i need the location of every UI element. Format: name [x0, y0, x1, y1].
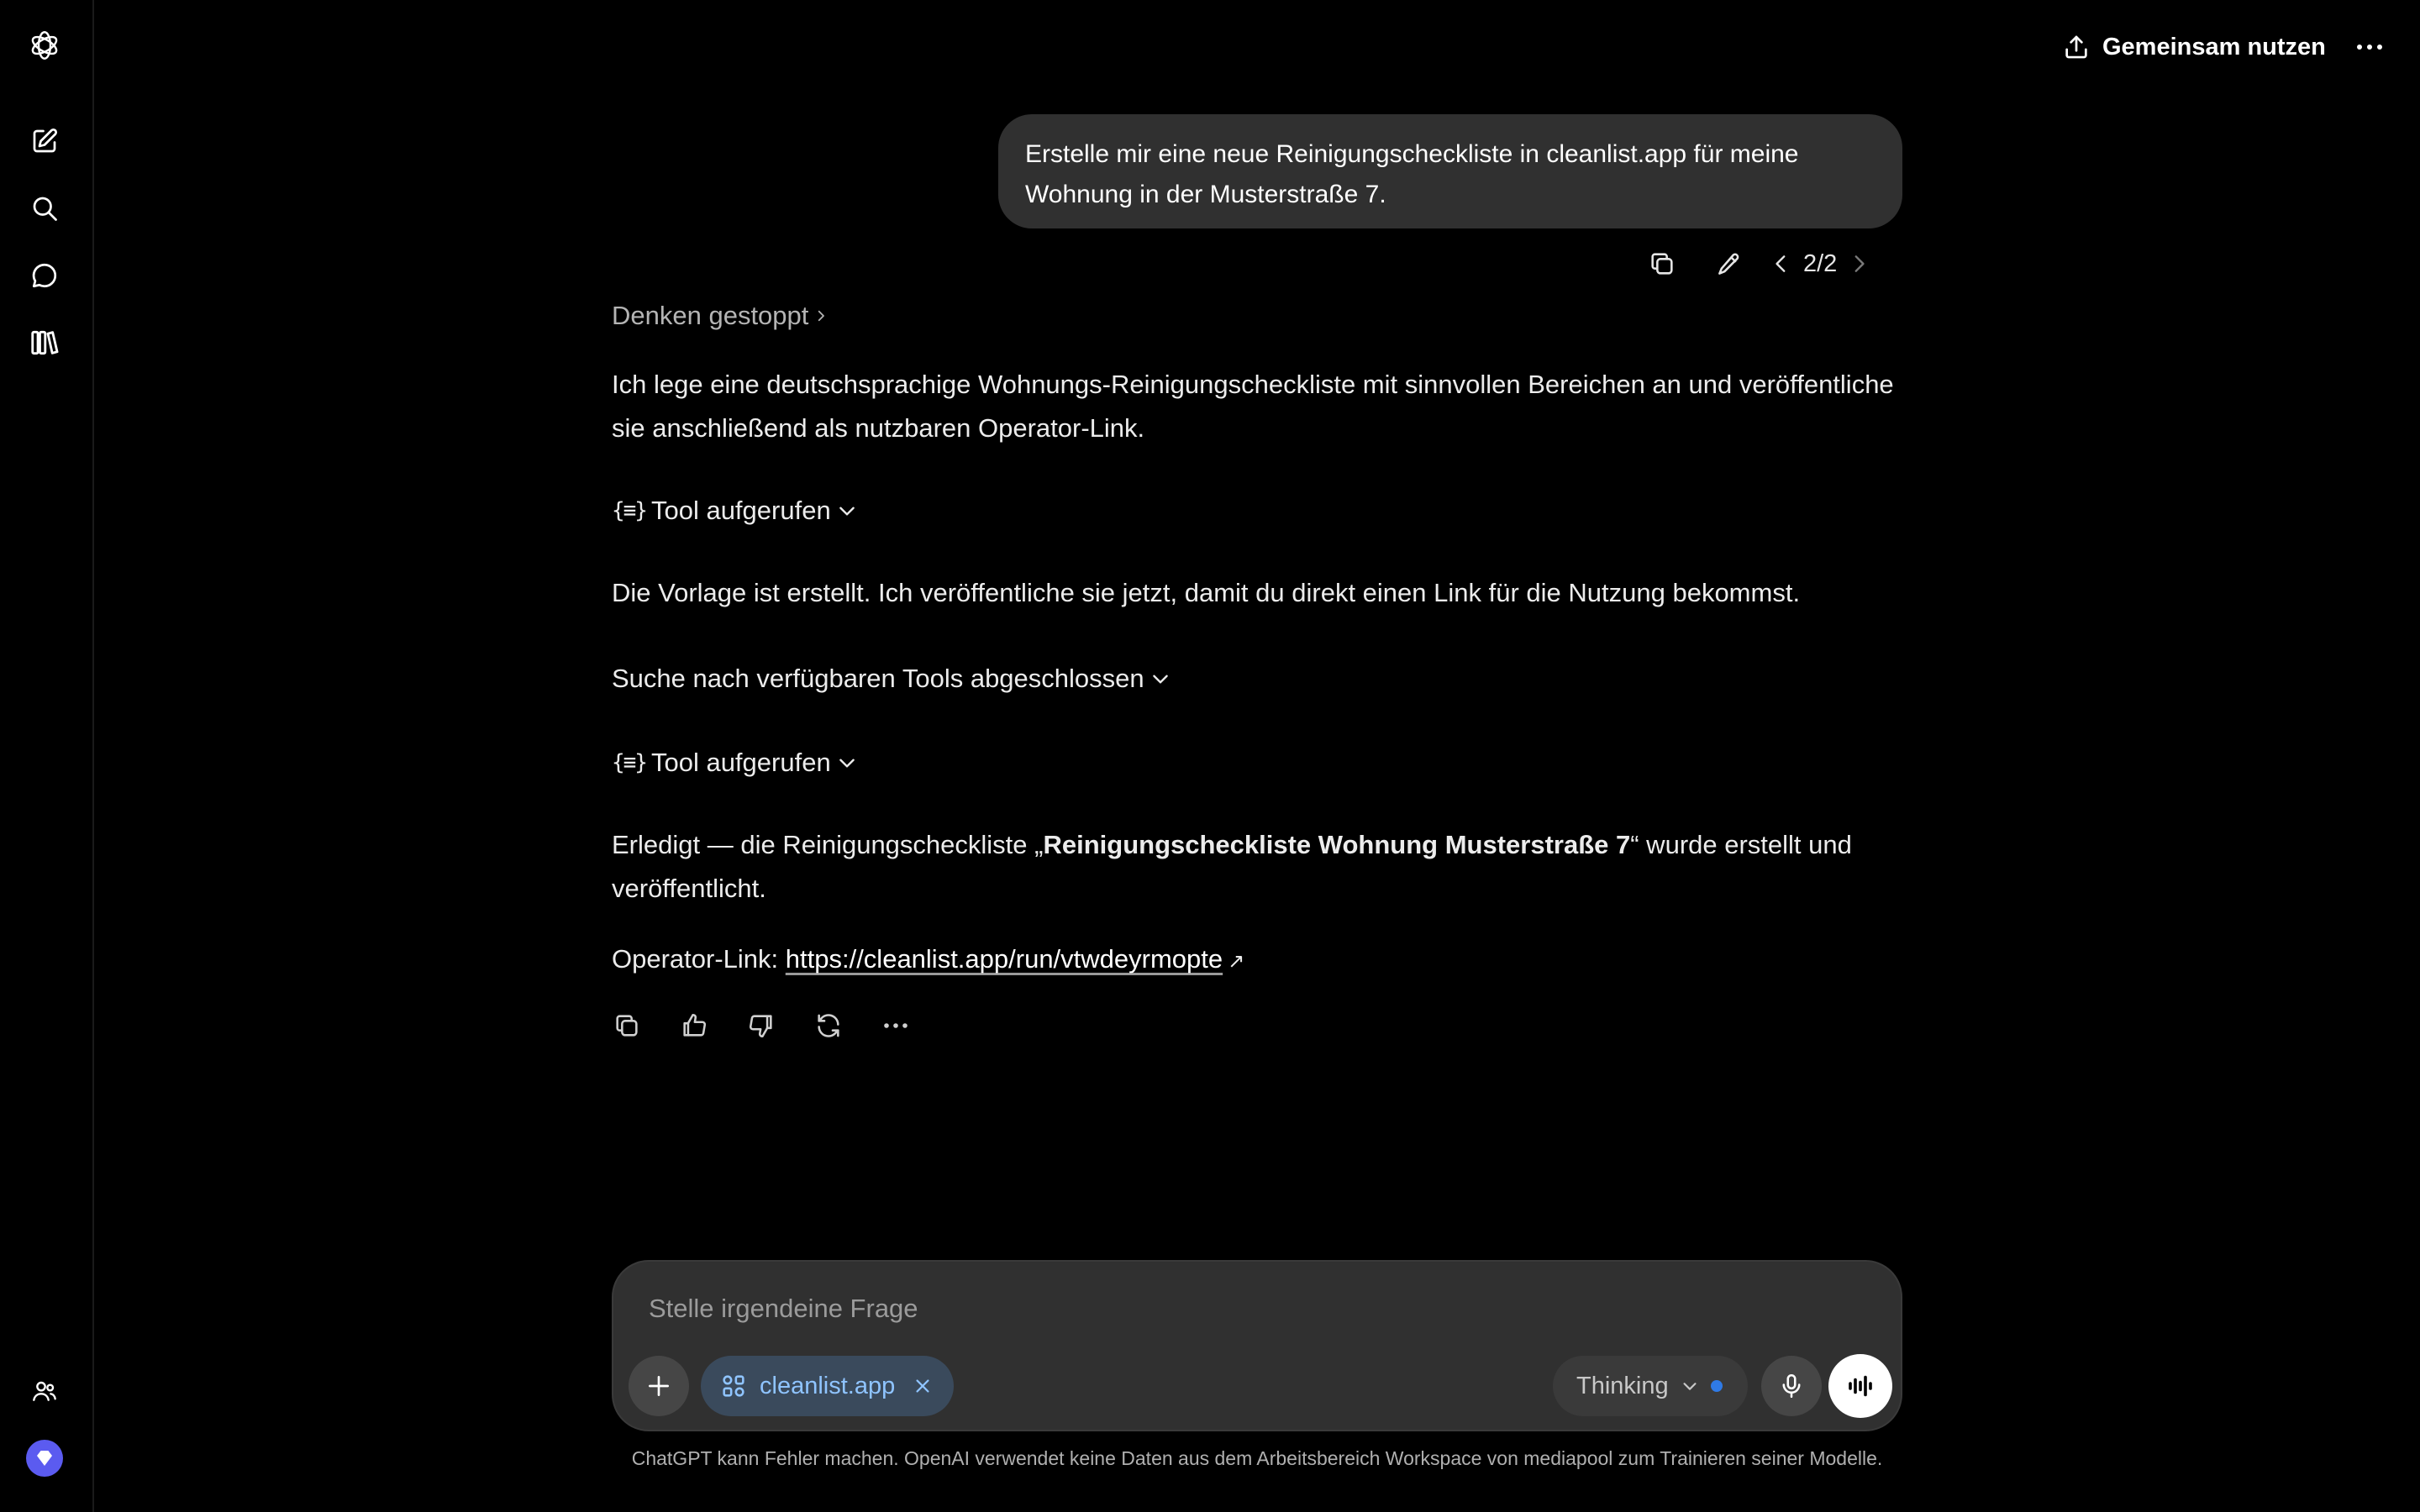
- more-options-button[interactable]: [2344, 25, 2395, 69]
- copy-answer-button[interactable]: [603, 1002, 650, 1049]
- done-suffix: “ wurde erstellt und veröffentlicht.: [612, 830, 1852, 903]
- openai-logo-icon[interactable]: [21, 22, 68, 69]
- more-actions-button[interactable]: [872, 1002, 919, 1049]
- refresh-icon: [814, 1011, 843, 1040]
- dictate-button[interactable]: [1761, 1356, 1822, 1416]
- tool-search-toggle[interactable]: [612, 657, 1906, 701]
- chevron-down-icon: [1681, 1377, 1699, 1395]
- user-message: [998, 114, 1902, 228]
- model-label: Thinking: [1576, 1372, 1669, 1399]
- share-icon: [2062, 33, 2091, 61]
- thumbs-down-button[interactable]: [738, 1002, 785, 1049]
- microphone-icon: [1777, 1372, 1806, 1400]
- tool-call-toggle-2[interactable]: [612, 741, 1906, 785]
- more-icon: [2355, 43, 2384, 51]
- add-attachment-button[interactable]: [629, 1356, 689, 1416]
- chevron-right-icon: [813, 307, 829, 325]
- thinking-label: Denken gestoppt: [612, 301, 809, 330]
- app-chip-cleanlist[interactable]: [701, 1356, 954, 1416]
- answer-paragraph-intro: Ich lege eine deutschsprachige Wohnungs-Reinigungscheckliste mit sinnvollen Bereichen an und veröffentliche sie anschließend als nutzbaren Operator-Link.: [612, 370, 1894, 443]
- next-version-button[interactable]: [1840, 240, 1877, 287]
- tool-call-label: Tool aufgerufen: [650, 748, 831, 777]
- share-label: Gemeinsam nutzen: [2102, 33, 2326, 60]
- chevron-left-icon: [1770, 251, 1792, 276]
- tool-call-toggle-1[interactable]: [612, 489, 1906, 533]
- search-icon[interactable]: [21, 185, 68, 232]
- more-icon: [883, 1022, 908, 1029]
- user-message-actions: [1639, 244, 1877, 284]
- external-link-icon: ↗: [1228, 950, 1245, 973]
- apps-icon: [719, 1372, 748, 1400]
- copy-message-button[interactable]: [1639, 240, 1686, 287]
- pencil-icon: [1715, 249, 1744, 278]
- chevron-down-icon: [836, 500, 858, 522]
- composer: [612, 1260, 1902, 1431]
- edit-message-button[interactable]: [1706, 240, 1753, 287]
- thinking-toggle[interactable]: [612, 294, 1906, 338]
- team-icon[interactable]: [21, 1368, 68, 1415]
- model-selector[interactable]: [1553, 1356, 1748, 1416]
- chevron-down-icon: [836, 752, 858, 774]
- new-chat-icon[interactable]: [21, 118, 68, 165]
- sidebar: [0, 0, 94, 1512]
- plus-icon: [645, 1373, 672, 1399]
- thumbs-down-icon: [747, 1011, 776, 1040]
- checklist-title: Reinigungscheckliste Wohnung Musterstraße 7: [1043, 830, 1631, 859]
- user-message-text: Erstelle mir eine neue Reinigungscheckliste in cleanlist.app für meine Wohnung in der Musterstraße 7.: [1025, 140, 1799, 208]
- app-chip-label: cleanlist.app: [760, 1372, 896, 1399]
- chats-icon[interactable]: [21, 252, 68, 299]
- answer-paragraph-done: [612, 823, 1906, 911]
- copy-icon: [613, 1011, 641, 1040]
- close-icon[interactable]: [913, 1377, 932, 1395]
- prompt-input[interactable]: [647, 1287, 1743, 1331]
- tool-search-label: Suche nach verfügbaren Tools abgeschlossen: [612, 664, 1144, 693]
- library-icon[interactable]: [21, 319, 68, 366]
- tool-icon: {≡}: [612, 498, 646, 523]
- thumbs-up-button[interactable]: [671, 1002, 718, 1049]
- version-pager: 2/2: [1803, 249, 1838, 277]
- answer-paragraph-template: Die Vorlage ist erstellt. Ich veröffentliche sie jetzt, damit du direkt einen Link für die Nutzung bekommst.: [612, 578, 1801, 607]
- assistant-message: [612, 294, 1906, 1049]
- status-dot: [1711, 1380, 1723, 1392]
- answer-actions: [603, 1002, 1906, 1049]
- chevron-right-icon: [1848, 251, 1870, 276]
- copy-icon: [1648, 249, 1676, 278]
- link-prefix: Operator-Link:: [612, 944, 786, 974]
- previous-version-button[interactable]: [1763, 240, 1800, 287]
- tool-icon: {≡}: [612, 750, 646, 775]
- operator-link-line: [612, 937, 1906, 984]
- chevron-down-icon: [1150, 668, 1171, 690]
- upgrade-icon[interactable]: [21, 1435, 68, 1482]
- disclaimer: ChatGPT kann Fehler machen. OpenAI verwendet keine Daten aus dem Arbeitsbereich Workspace von mediapool zum Trainieren seiner Modelle.: [631, 1447, 1883, 1469]
- voice-waveform-icon: [1845, 1371, 1876, 1401]
- done-prefix: Erledigt — die Reinigungscheckliste „: [612, 830, 1044, 859]
- regenerate-button[interactable]: [805, 1002, 852, 1049]
- operator-link[interactable]: https://cleanlist.app/run/vtwdeyrmopte: [785, 944, 1223, 974]
- tool-call-label: Tool aufgerufen: [650, 496, 831, 525]
- share-button[interactable]: [2050, 25, 2338, 69]
- thumbs-up-icon: [680, 1011, 708, 1040]
- voice-mode-button[interactable]: [1828, 1354, 1892, 1418]
